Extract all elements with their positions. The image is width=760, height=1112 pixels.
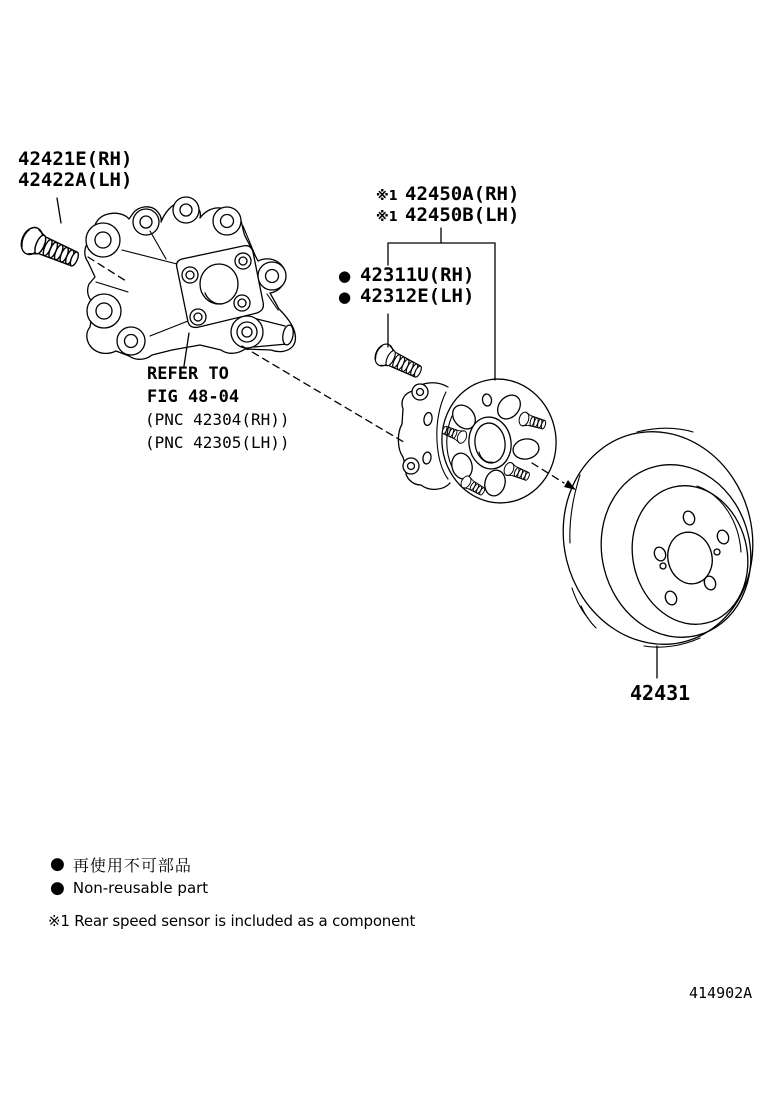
part-number: 42450B(LH) xyxy=(405,204,520,226)
non-reusable-dot-icon: ● xyxy=(50,877,65,898)
part-number: 42422A(LH) xyxy=(18,169,133,191)
figure-code: 414902A xyxy=(689,984,753,1002)
non-reusable-dot-icon: ● xyxy=(338,267,352,285)
rear-axle-knuckle-drawing xyxy=(85,197,296,359)
non-reusable-dot-icon: ● xyxy=(338,288,352,306)
refer-note-line2: FIG 48-04 xyxy=(147,387,240,407)
knuckle-bolt-drawing xyxy=(17,224,82,273)
part-label-brake-disc: 42431 xyxy=(630,681,691,705)
part-number: 42450A(RH) xyxy=(405,183,520,205)
brake-disc-drawing xyxy=(541,411,760,664)
legend-en-text: Non-reusable part xyxy=(72,879,209,897)
refer-note-line3: (PNC 42304(RH)) xyxy=(145,410,290,429)
note-marker: ※1 xyxy=(376,210,398,225)
speed-sensor-note: ※1 Rear speed sensor is included as a component xyxy=(48,912,416,930)
part-number: 42312E(LH) xyxy=(360,285,475,307)
refer-note-line1: REFER TO xyxy=(147,364,229,384)
non-reusable-dot-icon: ● xyxy=(50,854,65,874)
part-label-wheel-stud xyxy=(338,265,474,307)
axle-hub-bearing-drawing xyxy=(398,372,564,511)
legend-non-reusable-en xyxy=(50,879,208,897)
part-number: 42421E(RH) xyxy=(18,148,133,170)
legend-jp-text: 再使用不可部品 xyxy=(72,856,192,875)
part-label-hub-bearing xyxy=(376,184,519,226)
legend-non-reusable-jp xyxy=(50,853,192,876)
refer-note-line4: (PNC 42305(LH)) xyxy=(145,433,290,452)
wheel-stud-drawing xyxy=(372,341,426,383)
part-label-knuckle-bolt xyxy=(18,149,132,191)
note-marker: ※1 xyxy=(376,189,398,204)
part-number: 42311U(RH) xyxy=(360,264,475,286)
